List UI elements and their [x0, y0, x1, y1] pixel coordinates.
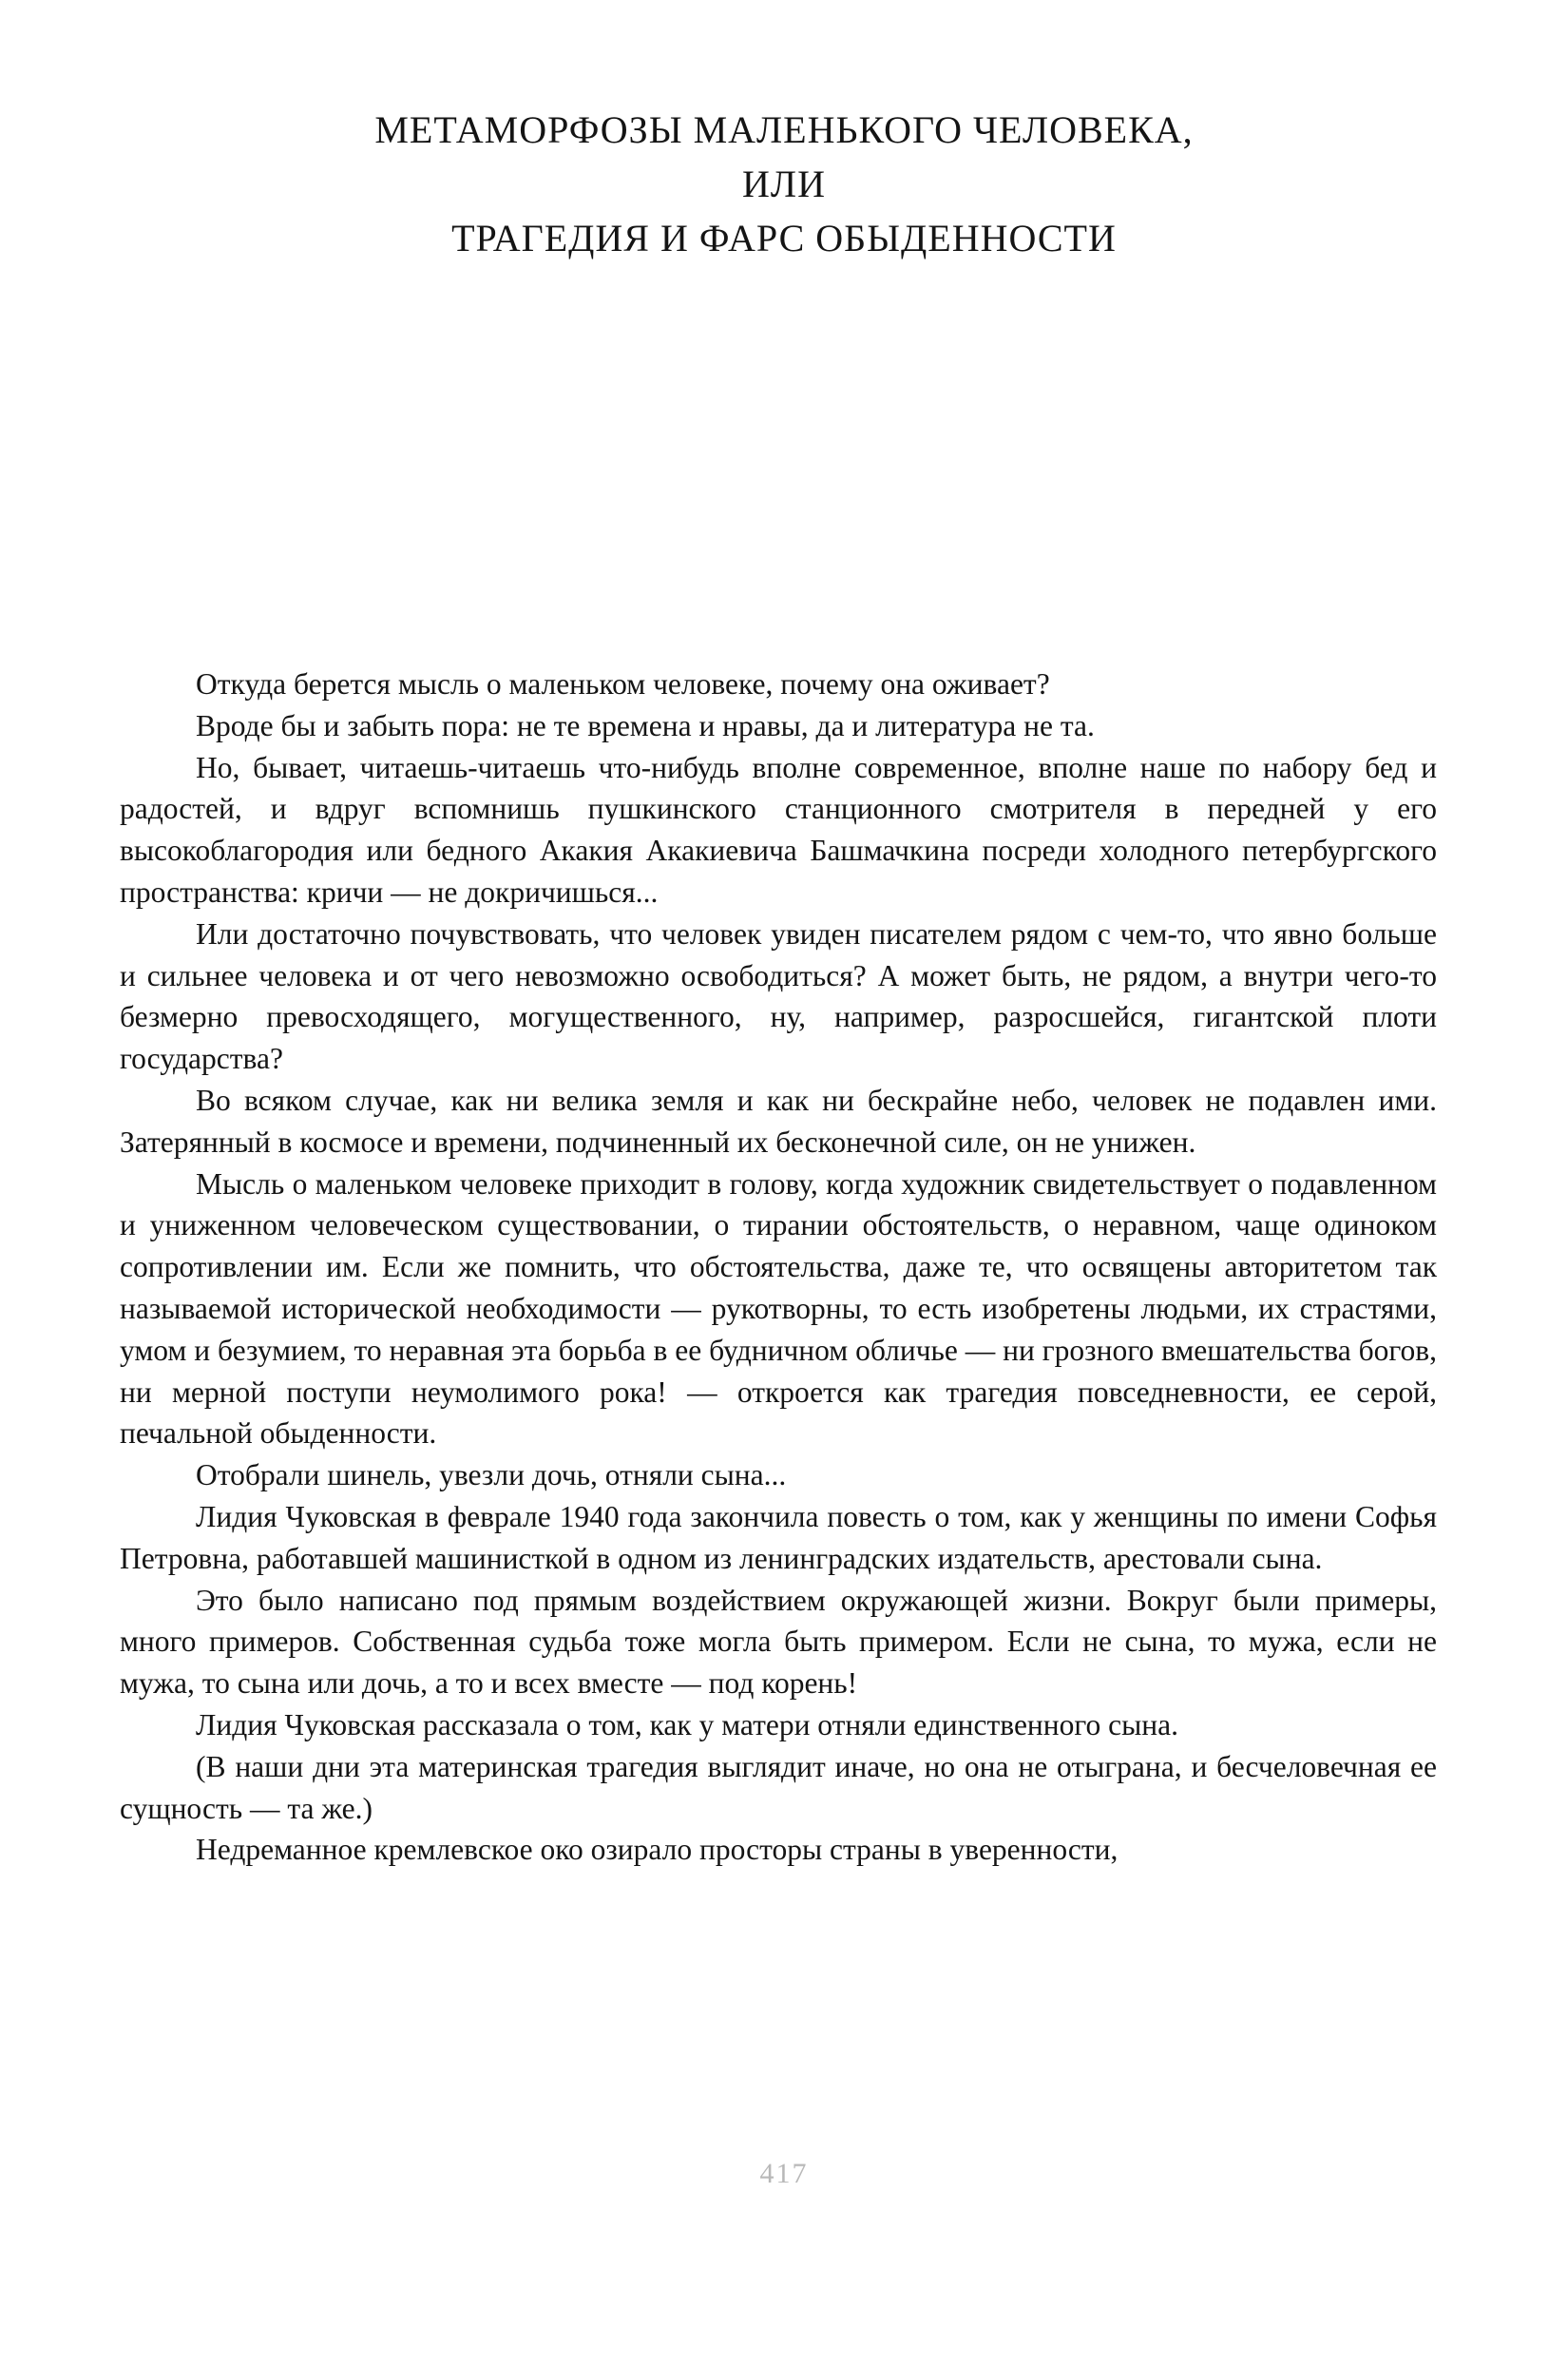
paragraph: (В наши дни эта материнская трагедия выглядит иначе, но она не отыграна, и бесчеловечная ее сущность — та же.)	[120, 1749, 1437, 1825]
page-number: 417	[759, 2158, 809, 2189]
title-line-3: ТРАГЕДИЯ И ФАРС ОБЫДЕННОСТИ	[451, 217, 1117, 260]
paragraph: Лидия Чуковская рассказала о том, как у матери отняли единственного сына.	[196, 1707, 1179, 1741]
paragraph: Лидия Чуковская в феврале 1940 года закончила повесть о том, как у женщины по имени Софья Петровна, работавшей машинисткой в одном из ленинградских издательств, арестовали сына.	[120, 1499, 1437, 1575]
paragraph: Недреманное кремлевское око озирало просторы страны в уверенности,	[196, 1833, 1119, 1867]
chapter-title	[0, 103, 1568, 265]
title-line-1: МЕТАМОРФОЗЫ МАЛЕНЬКОГО ЧЕЛОВЕКА,	[374, 108, 1194, 151]
paragraph: Мысль о маленьком человеке приходит в голову, когда художник свидетельствует о подавленном и униженном человеческом существовании, о тирании обстоятельств, о неравном, чаще одиноком сопротивлении им. Если же помнить, что обстоятельства, даже те, что освящены авторитетом так называемой исторической необходимости — рукотворны, то есть изобретены людьми, их страстями, умом и безумием, то неравная эта борьба в ее будничном обличье — ни грозного вмешательства богов, ни мерной поступи неумолимого рока! — откроется как трагедия повседневности, ее серой, печальной обыденности.	[120, 1166, 1437, 1451]
paragraph: Отобрали шинель, увезли дочь, отняли сына...	[196, 1458, 787, 1492]
body-text	[120, 664, 1437, 1871]
paragraph: Откуда берется мысль о маленьком человеке, почему она оживает?	[196, 667, 1050, 701]
paragraph: Вроде бы и забыть пора: не те времена и нравы, да и литература не та.	[196, 708, 1095, 742]
paragraph: Во всяком случае, как ни велика земля и как ни бескрайне небо, человек не подавлен ими. Затерянный в космосе и времени, подчиненный их бесконечной силе, он не унижен.	[120, 1083, 1437, 1159]
paragraph: Или достаточно почувствовать, что человек увиден писателем рядом с чем-то, что явно больше и сильнее человека и от чего невозможно освободиться? А может быть, не рядом, а внутри чего-то безмерно превосходящего, могущественного, ну, например, разросшейся, гигантской плоти государства?	[120, 916, 1437, 1076]
title-line-2: ИЛИ	[742, 163, 826, 205]
paragraph: Это было написано под прямым воздействием окружающей жизни. Вокруг были примеры, много примеров. Собственная судьба тоже могла быть примером. Если не сына, то мужа, если не мужа, то сына или дочь, а то и всех вместе — под корень!	[120, 1583, 1437, 1701]
paragraph: Но, бывает, читаешь-читаешь что-нибудь вполне современное, вполне наше по набору бед и радостей, и вдруг вспомнишь пушкинского станционного смотрителя в передней у его высокоблагородия или бедного Акакия Акакиевича Башмачкина посреди холодного петербургского пространства: кричи — не докричишься...	[120, 750, 1437, 909]
